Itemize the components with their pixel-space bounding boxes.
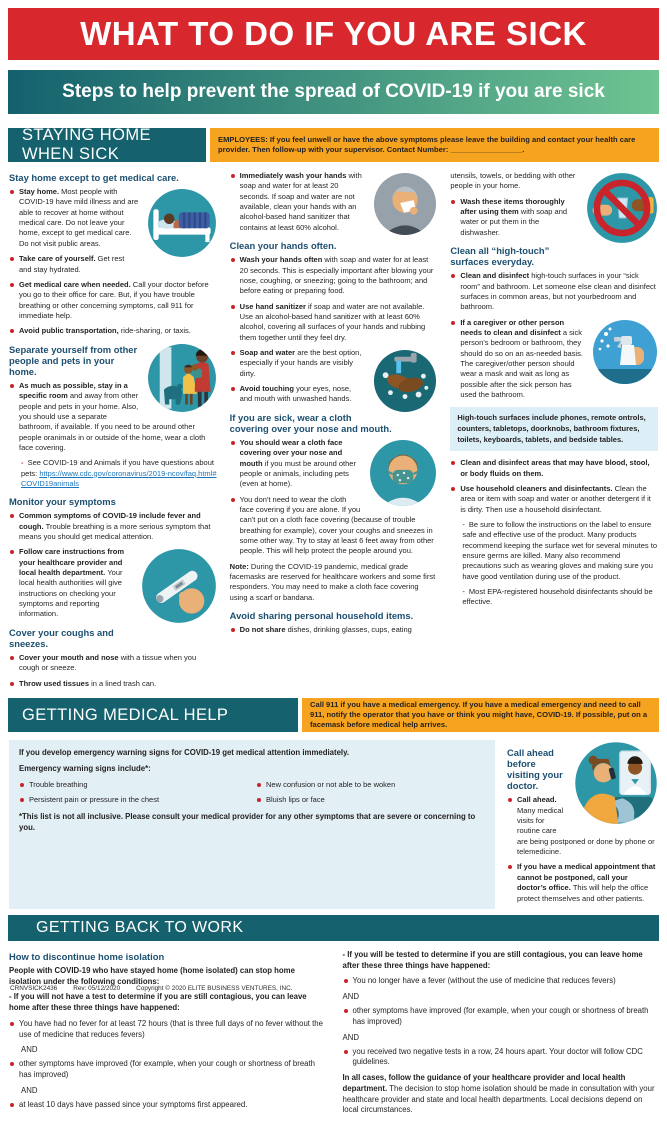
column-heading: Monitor your symptoms <box>9 496 116 508</box>
back-to-work-content <box>8 941 659 1121</box>
bullet-item: Stay home. Most people with COVID-19 have mild illness and are able to recover at home without medical care. Do not leave your home, except to get medical care. Do not visit public areas. <box>9 187 217 249</box>
bullet-dot <box>10 329 14 333</box>
bullet-dot <box>231 351 235 355</box>
bullet-lead: If you have a medical appointment that cannot be postponed, call your doctor’s office. <box>517 862 656 893</box>
bullet-item: You have had no fever for at least 72 hours (that is three full days of no fever without the use of medicine that reduces fevers) <box>9 1019 325 1041</box>
bullet-lead: Do not share <box>239 625 288 635</box>
bullet-dot <box>10 1022 14 1026</box>
bullet-item: Clean and disinfect high-touch surfaces in your “sick room” and bathroom. Let someone else clean and disinfect surfaces in common areas, but not yourbedroom and bathroom. <box>450 271 658 312</box>
bullet-item: Common symptoms of COVID-19 include fever and cough. Trouble breathing is a more serious symptom that means you should get medical attention. <box>9 511 217 542</box>
signs-column-2 <box>256 780 485 811</box>
bullet-dot <box>10 190 14 194</box>
bullet-lead: If a caregiver or other person needs to clean and disinfect <box>460 317 565 337</box>
emergency-warning-box <box>9 740 495 909</box>
call-911-note-text: Call 911 if you have a medical emergency. If you have a medical emergency and need to call 911, notify the operator that you have or think you might have, COVID-19. If possible, put on a facemask before medical help arrives. <box>310 700 648 730</box>
bullet-lead: Avoid public transportation, <box>19 326 121 336</box>
staying-home-column-3 <box>450 171 658 694</box>
and-connector: AND <box>21 1085 38 1095</box>
paragraph-lead: People with COVID-19 who have stayed home (home isolated) can stop home isolation under the following conditions: <box>9 965 295 986</box>
section-title-getting-medical-help: GETTING MEDICAL HELP <box>8 698 298 732</box>
bullet-dot <box>344 1050 348 1054</box>
poster-title-banner <box>8 8 659 60</box>
poster-title: WHAT TO DO IF YOU ARE SICK <box>80 15 587 52</box>
bullet-dot <box>10 283 14 287</box>
bullet-lead: Use household cleaners and disinfectants. <box>460 483 615 493</box>
poster-subtitle-banner <box>8 70 659 114</box>
dash-note: - See COVID-19 and Animals if you have questions about pets: https://www.cdc.gov/coronavirus/2019-ncov/faq.html#COVID19animals <box>21 458 217 488</box>
bullet-item: Wash your hands often with soap and water for at least 20 seconds. This is especially important after blowing your nose, coughing, or sneezing; going to the bathroom; and before eating or preparing food. <box>230 255 438 296</box>
bullet-item: As much as possible, stay in a specific room and away from other people and pets in your home. Also, you should use a separate bathroom, if available. If you need to be around other people oranimals in or outside of the home, wear a cloth face covering. <box>9 381 217 453</box>
bullet-dot <box>231 441 235 445</box>
section-getting-back-to-work <box>8 915 659 1121</box>
bullet-item: Use household cleaners and disinfectants. Clean the area or item with soap and water or another detergent if it is dirty. Then use a household disinfectant. <box>450 484 658 515</box>
bullet-item: Use hand sanitizer if soap and water are not available. Use an alcohol-based hand sanitizer with at least 60% alcohol, covering all surfaces of your hands and rubbing them together until they feel dry. <box>230 302 438 343</box>
cdc-link[interactable]: https://www.cdc.gov/coronavirus/2019-ncov/faq.html#COVID19animals <box>21 468 217 488</box>
call-911-note <box>302 698 659 732</box>
section-title-staying-home: STAYING HOME WHEN SICK <box>8 128 206 162</box>
bullet-lead: Avoid touching <box>239 383 297 393</box>
bullet-lead: Wash your hands often <box>239 255 325 265</box>
section-getting-medical-help <box>8 698 659 911</box>
bullet-dot <box>20 783 24 787</box>
bullet-item: Throw used tissues in a lined trash can. <box>9 679 217 689</box>
bullet-dot <box>10 656 14 660</box>
employees-note-text: EMPLOYEES: If you feel unwell or have the above symptoms please leave the building and contact your health care provider. Then follow-up with your supervisor. Contact Number: _________________. <box>218 134 636 154</box>
bullet-item: Call ahead. Many medical visits for routine care are being postponed or done by phone or telemedicine. <box>507 795 658 857</box>
bullet-lead: Stay home. <box>19 187 62 197</box>
bullet-lead: Follow care instructions from your healthcare provider and local health department. <box>19 547 125 578</box>
column-heading: Avoid sharing personal household items. <box>229 609 414 621</box>
bullet-item: You no longer have a fever (without the use of medicine that reduces fevers) <box>343 976 659 987</box>
dash-mark: - <box>462 587 465 597</box>
bullet-dot <box>10 550 14 554</box>
column-heading: Cover your coughs and sneezes. <box>9 626 114 649</box>
bullet-lead: Clean and disinfect <box>460 271 532 281</box>
paragraph-lead: In all cases, follow the guidance of your healthcare provider and local health department. <box>342 1073 626 1093</box>
column-heading: Separate yourself from other people and pets in your home. <box>9 343 138 377</box>
bullet-dot <box>10 514 14 518</box>
back-to-work-column-2 <box>343 950 659 1121</box>
bullet-lead: Cover your mouth and nose <box>19 653 121 662</box>
call-ahead-column <box>507 740 658 909</box>
bullet-item: Do not share dishes, drinking glasses, cups, eating <box>230 625 438 635</box>
and-connector: AND <box>342 992 359 1002</box>
bullet-item: You should wear a cloth face covering over your nose and mouth if you must be around other people or animals, including pets (even at home). <box>230 438 438 490</box>
staying-home-column-2 <box>230 171 438 694</box>
bullet-dot <box>508 798 512 802</box>
bullet-item: Avoid public transportation, ride-sharing, or taxis. <box>9 326 217 336</box>
bullet-lead: Call ahead. <box>517 795 557 805</box>
bullet-dot <box>451 200 455 204</box>
paragraph <box>343 950 659 972</box>
bullet-item: You don't need to wear the cloth face covering if you are alone. If you can't put on a cloth face covering (because of trouble breathing for example), cover your coughs and sneezes in some other way. Try to stay at least 6 feet away from other people. This will help protect the people around you. <box>230 495 438 557</box>
dash-mark: - <box>21 458 24 468</box>
bullet-dot <box>20 798 24 802</box>
column-heading: How to discontinue home isolation <box>9 950 165 962</box>
bullet-lead: Wash these items thoroughly after using them <box>460 196 565 217</box>
footer <box>10 985 293 992</box>
bullet-dot <box>257 798 261 802</box>
bullet-item: Cover your mouth and nose with a tissue when you cough or sneeze. <box>9 653 217 674</box>
emergency-signs-list <box>19 780 485 811</box>
emergency-footnote: *This list is not all inclusive. Please consult your medical provider for any other symptoms that are severe or concerning to you. <box>19 812 476 832</box>
paragraph <box>9 992 325 1014</box>
bullet-lead: Throw used tissues <box>19 678 92 688</box>
warning-sign-item: New confusion or not able to be woken <box>256 780 485 790</box>
warning-sign-item: Persistent pain or pressure in the chest <box>19 795 248 805</box>
paragraph-lead: - If you will be tested to determine if you are still contagious, you can leave home after these three things have happened: <box>342 949 643 970</box>
column-heading: If you are sick, wear a cloth covering over your nose and mouth. <box>229 411 392 434</box>
bullet-item <box>450 458 658 479</box>
bullet-item: Wash these items thoroughly after using them with soap and water or put them in the dishwasher. <box>450 197 658 238</box>
bullet-lead: Immediately wash your hands <box>239 171 349 180</box>
bullet-dot <box>10 384 14 388</box>
bullet-lead: As much as possible, stay in a specific room <box>19 380 128 401</box>
bullet-dot <box>10 1062 14 1066</box>
bullet-lead: Common symptoms of COVID-19 include fever and cough. <box>19 511 201 531</box>
bullet-item: you received two negative tests in a row, 24 hours apart. Your doctor will follow CDC guidelines. <box>343 1047 659 1069</box>
employees-note <box>210 128 659 162</box>
signs-column-1 <box>19 780 248 811</box>
dash-note: - Be sure to follow the instructions on the label to ensure safe and effective use of the product. Many products recommend keeping the surface wet for several minutes to ensure germs are killed. Many also recommend precautions such as wearing gloves and making sure you have good ventilation during use of the product. <box>462 520 658 581</box>
bullet-dot <box>257 783 261 787</box>
bullet-lead: Clean and disinfect areas that may have blood, stool, or body fluids on them. <box>460 458 650 478</box>
bullet-dot <box>451 274 455 278</box>
bullet-item: other symptoms have improved (for example, when your cough or shortness of breath has improved) <box>9 1059 325 1081</box>
column-heading: Clean all “high-touch” surfaces everyday. <box>450 245 550 268</box>
bullet-dot <box>344 979 348 983</box>
bullet-dot <box>231 387 235 391</box>
footer-copyright: Copyright © 2020 ELITE BUSINESS VENTURES, INC. <box>136 985 293 992</box>
bullet-item: Avoid touching your eyes, nose, and mouth with unwashed hands. <box>230 384 438 405</box>
bullet-item: Take care of yourself. Get rest and stay hydrated. <box>9 254 217 275</box>
bullet-dot <box>231 174 235 178</box>
section-staying-home <box>8 128 659 696</box>
paragraph-lead: - If you will not have a test to determine if you are still contagious, you can leave home after these three things have happened: <box>9 992 307 1013</box>
column-heading: Clean your hands often. <box>229 240 337 252</box>
bullet-lead: Soap and water <box>239 347 298 357</box>
staying-home-column-1 <box>9 171 217 694</box>
dash-note: - Most EPA-registered household disinfectants should be effective. <box>462 587 653 607</box>
staying-home-columns <box>8 162 659 696</box>
paragraph: Note: During the COVID-19 pandemic, medical grade facemasks are reserved for healthcare workers and some first responders. You may need to make a cloth face covering using a scarf or bandana. <box>229 561 436 602</box>
section-title-getting-back-to-work: GETTING BACK TO WORK <box>8 915 659 941</box>
bullet-dot <box>451 461 455 465</box>
bullet-dot <box>10 1103 14 1107</box>
bullet-lead: Use hand sanitizer <box>239 301 309 311</box>
bullet-dot <box>344 1009 348 1013</box>
paragraph: In all cases, follow the guidance of your healthcare provider and local health department. The decision to stop home isolation should be made in consultation with your healthcare provider and state and local health departments. Local decisions depend on local circumstances. <box>342 1073 655 1115</box>
and-connector: AND <box>342 1032 359 1042</box>
column-heading: Stay home except to get medical care. <box>9 172 179 183</box>
bullet-dot <box>508 865 512 869</box>
emergency-intro: If you develop emergency warning signs for COVID-19 get medical attention immediately. <box>19 748 350 758</box>
footer-revision: Rev: 05/12/2020 <box>73 985 121 992</box>
bullet-dot <box>231 305 235 309</box>
bullet-item: Follow care instructions from your healthcare provider and local health department. Your local health authorities will give instructions on checking your symptoms and reporting information. <box>9 547 217 619</box>
continuation-text: utensils, towels, or bedding with other people in your home. <box>450 171 576 191</box>
high-touch-callout: High-touch surfaces include phones, remote ontrols, counters, tabletops, doorknobs, bathroom fixtures, toilets, keyboards, tablets, and bedside tables. <box>450 407 658 451</box>
warning-sign-item: Trouble breathing <box>19 780 248 790</box>
dash-mark: - <box>462 520 465 530</box>
medical-help-header-row <box>8 698 659 732</box>
bullet-dot <box>231 628 235 632</box>
footer-code: CRNVSICK2436 <box>10 985 58 992</box>
bullet-lead: You should wear a cloth face covering over your nose and mouth <box>239 437 343 468</box>
bullet-lead: Get medical care when needed. <box>19 279 133 289</box>
bullet-dot <box>451 321 455 325</box>
bullet-dot <box>231 498 235 502</box>
medical-help-content <box>8 732 659 911</box>
bullet-dot <box>10 257 14 261</box>
bullet-item: If you have a medical appointment that cannot be postponed, call your doctor’s office. This will help the office protect themselves and other patients. <box>507 862 658 903</box>
paragraph-lead: Note: <box>229 561 251 571</box>
bullet-item: Soap and water are the best option, especially if your hands are visibly dirty. <box>230 348 438 379</box>
back-to-work-column-1 <box>9 950 325 1121</box>
bullet-lead: Take care of yourself. <box>19 254 98 264</box>
bullet-dot <box>451 487 455 491</box>
bullet-dot <box>10 682 14 686</box>
bullet-item: at least 10 days have passed since your symptoms first appeared. <box>9 1100 325 1111</box>
bullet-item: If a caregiver or other person needs to clean and disinfect a sick person’s bedroom or bathroom, they should do so on an as-needed basis. The caregiver/other person should wear a mask and wait as long as possible after the sick person has used the bathroom. <box>450 318 658 401</box>
bullet-item: Immediately wash your hands with soap and water for at least 20 seconds. If soap and water are not available, clean your hands with an alcohol-based hand sanitizer that contains at least 60% alcohol. <box>230 171 438 233</box>
column-heading: Call ahead before visiting your doctor. <box>507 747 563 792</box>
and-connector: AND <box>21 1045 38 1055</box>
warning-sign-item: Bluish lips or face <box>256 795 485 805</box>
poster-subtitle: Steps to help prevent the spread of COVID-19 if you are sick <box>62 81 605 102</box>
bullet-item: Get medical care when needed. Call your doctor before you go to their office for care. But, if you have trouble breathing or other concerning symptoms, call 911 for immediate help. <box>9 280 217 321</box>
bullet-dot <box>231 258 235 262</box>
bullet-item: other symptoms have improved (for example, when your cough or shortness of breath has improved) <box>343 1006 659 1028</box>
staying-home-header-row <box>8 128 659 162</box>
emergency-signs-label: Emergency warning signs include*: <box>19 763 151 773</box>
